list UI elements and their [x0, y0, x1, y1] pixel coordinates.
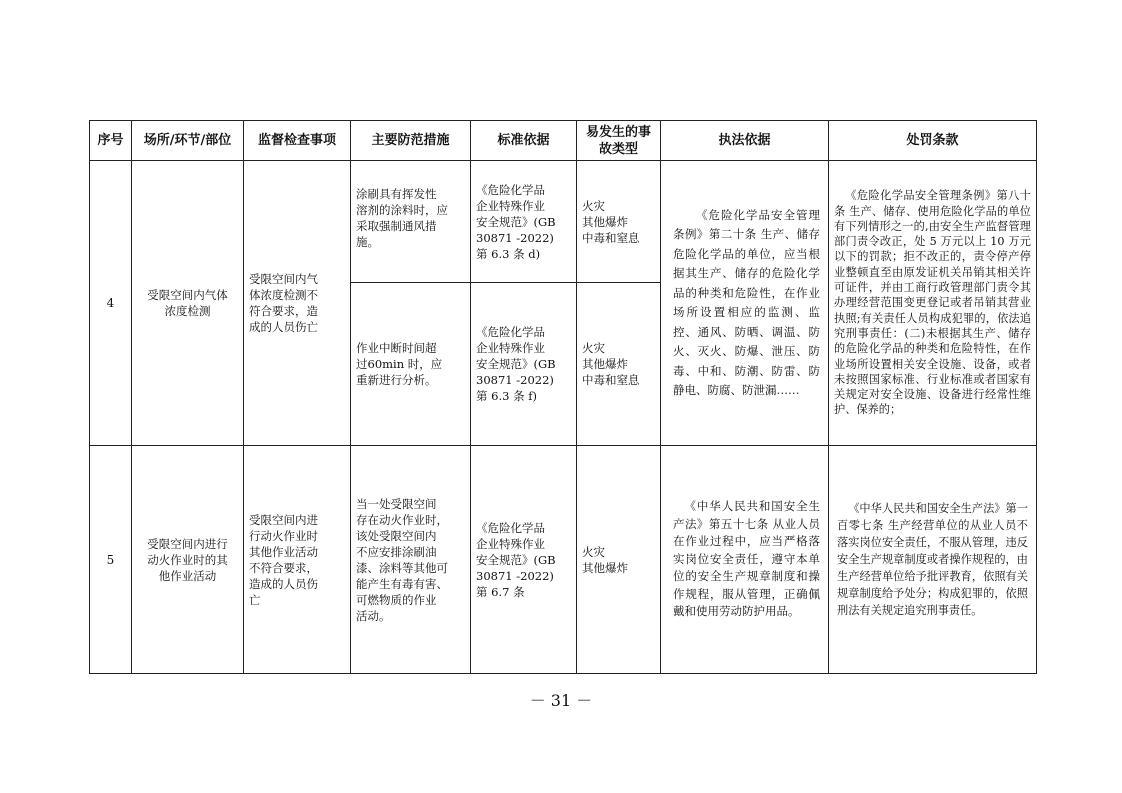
header-cell: 处罚条款	[829, 121, 1037, 161]
header-cell: 场所/环节/部位	[132, 121, 244, 161]
standard-cell: 《危险化学品 企业特殊作业 安全规范》(GB 30871 -2022) 第 6.3 条 d)	[471, 161, 577, 283]
header-cell: 标准依据	[471, 121, 577, 161]
legal-basis-cell: 《危险化学品安全管理条例》第二十条 生产、储存危险化学品的单位，应当根据其生产、储存的危险化学品的种类和危险性，在作业场所设置相应的监测、监控、通风、防晒、调温、防火、灭火、防爆、泄压、防毒、中和、防潮、防雷、防静电、防腐、防泄漏……	[661, 161, 829, 446]
place-cell: 受限空间内气体 浓度检测	[132, 161, 244, 446]
place-cell: 受限空间内进行 动火作业时的其 他作业活动	[132, 446, 244, 674]
header-cell: 易发生的事 故类型	[577, 121, 661, 161]
regulation-table	[89, 120, 1037, 674]
measure-cell: 涂刷具有挥发性 溶剂的涂料时，应 采取强制通风措 施。	[351, 161, 471, 283]
header-cell: 主要防范措施	[351, 121, 471, 161]
accident-type-cell: 火灾 其他爆炸 中毒和窒息	[577, 283, 661, 446]
penalty-cell: 《危险化学品安全管理条例》第八十条 生产、储存、使用危险化学品的单位有下列情形之一的,由安全生产监督管理部门责令改正，处 5 万元以上 10 万元以下的罚款；拒不改正的，责令停产停业整顿直至由原发证机关吊销其相关许可证件，并由工商行政管理部门责令其办理经营范围变更登记或者吊销其营业执照;有关责任人员构成犯罪的，依法追究刑事责任：(二)未根据其生产、储存的危险化学品的种类和危险特性，在作业场所设置相关安全设施、设备，或者未按照国家标准、行业标准或者国家有关规定对安全设施、设备进行经常性维护、保养的；	[829, 161, 1037, 446]
legal-basis-cell: 《中华人民共和国安全生产法》第五十七条 从业人员在作业过程中，应当严格落实岗位安全责任，遵守本单位的安全生产规章制度和操作规程，服从管理，正确佩戴和使用劳动防护用品。	[661, 446, 829, 674]
penalty-cell: 《中华人民共和国安全生产法》第一百零七条 生产经营单位的从业人员不落实岗位安全责任，不服从管理，违反安全生产规章制度或者操作规程的，由生产经营单位给予批评教育，依照有关规章制度给予处分；构成犯罪的，依照刑法有关规定追究刑事责任。	[829, 446, 1037, 674]
row-number-cell: 4	[90, 161, 132, 446]
accident-type-cell: 火灾 其他爆炸 中毒和窒息	[577, 161, 661, 283]
header-cell: 执法依据	[661, 121, 829, 161]
table-header-row	[90, 121, 1037, 161]
header-cell: 监督检查事项	[244, 121, 351, 161]
inspection-item-cell: 受限空间内气 体浓度检测不 符合要求，造 成的人员伤亡	[244, 161, 351, 446]
inspection-item-cell: 受限空间内进 行动火作业时 其他作业活动 不符合要求， 造成的人员伤 亡	[244, 446, 351, 674]
measure-cell: 作业中断时间超 过60min 时，应 重新进行分析。	[351, 283, 471, 446]
header-cell: 序号	[90, 121, 132, 161]
measure-cell: 当一处受限空间 存在动火作业时， 该处受限空间内 不应安排涂刷油 漆、涂料等其他可 能产生有毒有害、 可燃物质的作业 活动。	[351, 446, 471, 674]
table-row	[90, 161, 1037, 283]
standard-cell: 《危险化学品 企业特殊作业 安全规范》(GB 30871 -2022) 第 6.7 条	[471, 446, 577, 674]
page-number: － 31 －	[529, 691, 593, 710]
standard-cell: 《危险化学品 企业特殊作业 安全规范》(GB 30871 -2022) 第 6.3 条 f)	[471, 283, 577, 446]
table-row	[90, 446, 1037, 674]
accident-type-cell: 火灾 其他爆炸	[577, 446, 661, 674]
row-number-cell: 5	[90, 446, 132, 674]
